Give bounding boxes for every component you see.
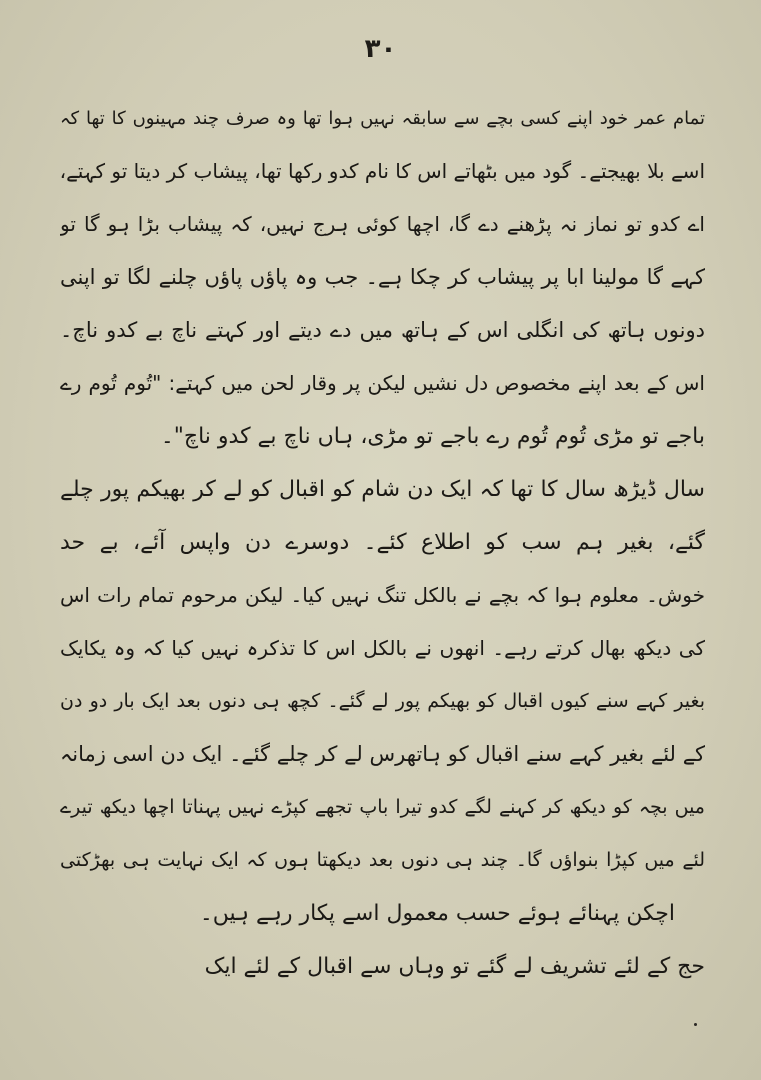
text-line: اسے بلا بھیجتے۔ گود میں بٹھاتے اس کا نام کدو رکھا تھا، پیشاب کر دیتا تو کہتے، <box>60 159 705 183</box>
text-line: اچکن پہنائے ہوئے حسب معمول اسے پکار رہے ہیں۔ <box>199 901 675 926</box>
text-line: خوش۔ معلوم ہوا کہ بچے نے بالکل تنگ نہیں کیا۔ لیکن مرحوم تمام رات اس <box>60 583 705 607</box>
text-line: سال ڈیڑھ سال کا تھا کہ ایک دن شام کو اقبال کو لے کر بھیکم پور چلے <box>60 477 705 502</box>
text-line: اس کے بعد اپنے مخصوص دل نشیں لیکن پر وقار لحن میں کہتے: "تُوم تُوم رے <box>60 371 705 395</box>
text-line: تمام عمر خود اپنے کسی بچے سے سابقہ نہیں ہوا تھا وہ صرف چند مہینوں کا تھا کہ <box>60 108 705 129</box>
page-number: ۳۰ <box>364 34 397 64</box>
text-line: کہے گا مولینا ابا پر پیشاب کر چکا ہے۔ جب وہ پاؤں پاؤں چلنے لگا تو اپنی <box>60 265 705 289</box>
text-line: کی دیکھ بھال کرتے رہے۔ انھوں نے بالکل اس کا تذکرہ نہیں کیا کہ وہ یکایک <box>60 636 705 660</box>
text-line: لئے میں کپڑا بنواؤں گا۔ چند ہی دنوں بعد دیکھتا ہوں کہ ایک نہایت ہی بھڑکتی <box>60 849 705 871</box>
text-line: اے کدو تو نماز نہ پڑھنے دے گا، اچھا کوئی ہرج نہیں، کہ پیشاب بڑا ہو گا تو <box>60 212 705 236</box>
text-line: میں بچہ کو دیکھ کر کہنے لگے کدو تیرا باپ تجھے کپڑے نہیں پہناتا اچھا دیکھ تیرے <box>60 796 705 818</box>
text-line: دونوں ہاتھ کی انگلی اس کے ہاتھ میں دے دیتے اور کہتے ناچ بے کدو ناچ۔ <box>60 318 705 342</box>
text-line: بغیر کہے سنے کیوں اقبال کو بھیکم پور لے گئے۔ کچھ ہی دنوں بعد ایک بار دو دن <box>60 690 705 712</box>
body-text <box>60 92 705 993</box>
text-line: گئے، بغیر ہم سب کو اطلاع کئے۔ دوسرے دن واپس آئے، بے حد <box>60 530 705 555</box>
ink-dot <box>694 1023 697 1026</box>
text-line: حج کے لئے تشریف لے گئے تو وہاں سے اقبال کے لئے ایک <box>204 954 705 979</box>
text-line: باجے تو مڑی تُوم تُوم رے باجے تو مڑی، ہاں ناچ بے کدو ناچ"۔ <box>160 424 705 449</box>
text-line: کے لئے بغیر کہے سنے اقبال کو ہاتھرس لے کر چلے گئے۔ ایک دن اسی زمانہ <box>60 742 705 766</box>
